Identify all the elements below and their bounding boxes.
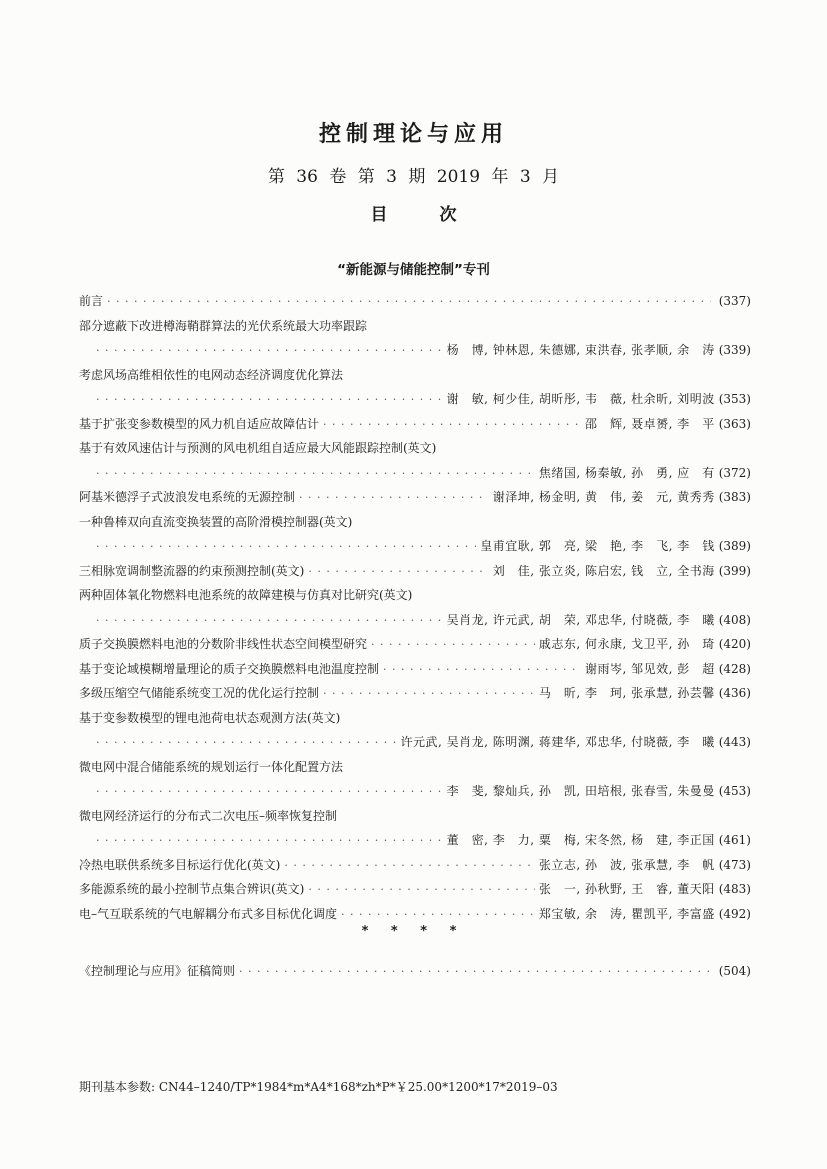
toc-entry-title: 多能源系统的最小控制节点集合辨识(英文) <box>79 882 305 896</box>
contents-heading-right: 次 <box>439 205 457 225</box>
contents-heading <box>0 200 827 225</box>
toc-entry-authors: 杨 博, 钟林恩, 朱德娜, 束洪春, 张孝顺, 余 涛 <box>446 343 715 357</box>
toc-entry[interactable] <box>79 436 751 485</box>
toc-entry-authors: 皇甫宜耿, 郭 亮, 梁 艳, 李 飞, 李 钱 <box>480 539 715 553</box>
toc-entry[interactable] <box>79 314 751 363</box>
dot-leader <box>299 486 489 511</box>
toc-entry-title-line <box>79 755 751 780</box>
toc-entry-authors: 刘 佳, 张立炎, 陈启宏, 钱 立, 全书海 <box>492 563 715 578</box>
toc-entry-authors: 焦绪国, 杨秦敏, 孙 勇, 应 有 <box>538 465 715 480</box>
toc-entry-authors: 许元武, 吴肖龙, 陈明渊, 蒋建华, 邓忠华, 付晓薇, 李 曦 <box>400 735 715 749</box>
dot-leader <box>323 413 581 438</box>
dot-leader <box>107 290 711 315</box>
toc-entry-authors: 吴肖龙, 许元武, 胡 荣, 邓忠华, 付晓薇, 李 曦 <box>446 612 715 627</box>
dot-leader <box>96 535 476 560</box>
toc-entry-title: 基于扩张变参数模型的风力机自适应故障估计 <box>79 416 320 431</box>
toc-entry-page: (453) <box>718 784 751 798</box>
issue-line: 第 36 卷 第 3 期 2019 年 3 月 <box>267 167 560 187</box>
special-issue-title: “新能源与储能控制”专刊 <box>337 262 490 278</box>
toc-entry-title: 部分遮蔽下改进樽海鞘群算法的光伏系统最大功率跟踪 <box>79 318 368 333</box>
journal-parameters: 期刊基本参数: CN44–1240/TP*1984*m*A4*168*zh*P*￥25.00*1200*17*2019–03 <box>79 1080 558 1094</box>
dot-leader <box>96 780 443 805</box>
toc-entry-title: 前言 <box>79 294 104 308</box>
toc-entry-page: (492) <box>718 906 751 921</box>
toc-entry-title-line <box>79 706 751 731</box>
toc-entry-title: 微电网经济运行的分布式二次电压–频率恢复控制 <box>79 808 338 823</box>
dot-leader <box>239 960 711 984</box>
toc-entry-authors: 李 斐, 黎灿兵, 孙 凯, 田培根, 张春雪, 朱曼曼 <box>446 784 715 798</box>
dot-leader <box>308 878 534 903</box>
toc-entry-page: (363) <box>718 416 751 431</box>
toc-entry-authors: 谢雨岑, 邹见效, 彭 超 <box>584 661 715 676</box>
toc-entry[interactable] <box>79 510 751 559</box>
toc-entry[interactable] <box>79 583 751 632</box>
toc-entry-title: 基于变论域模糊增量理论的质子交换膜燃料电池温度控制 <box>79 661 380 676</box>
toc-entry[interactable] <box>79 755 751 804</box>
dot-leader <box>96 388 443 413</box>
toc-entry-title: 冷热电联供系统多目标运行优化(英文) <box>79 857 281 872</box>
toc-entry-page: (461) <box>718 833 751 847</box>
dot-leader <box>96 829 443 854</box>
toc-entry-page: (372) <box>718 465 751 480</box>
toc-entry-author-line <box>79 828 751 853</box>
dot-leader <box>383 658 581 683</box>
toc-entry[interactable] <box>79 853 751 878</box>
toc-entry-authors: 戚志东, 何永康, 戈卫平, 孙 琦 <box>538 637 715 651</box>
toc-entry-title-line <box>79 363 751 388</box>
dot-leader <box>323 682 535 707</box>
contents-heading-left: 目 <box>370 205 388 225</box>
toc-entry-page: (353) <box>718 392 751 406</box>
toc-entry-authors: 谢 敏, 柯少佳, 胡昕彤, 韦 薇, 杜余昕, 刘明波 <box>446 392 715 406</box>
toc-entry[interactable] <box>79 902 751 927</box>
toc-entry-title: 考虑风场高维相依性的电网动态经济调度优化算法 <box>79 367 344 382</box>
toc-entry-title-line <box>79 583 751 608</box>
toc-entry-title-line <box>79 314 751 339</box>
toc-entry-title: 三相脉宽调制整流器的约束预测控制(英文) <box>79 563 305 578</box>
toc-entry-title: 多级压缩空气储能系统变工况的优化运行控制 <box>79 686 320 700</box>
toc-entry-author-line <box>79 730 751 755</box>
toc-entry[interactable] <box>79 706 751 755</box>
toc-entry[interactable] <box>79 412 751 437</box>
toc-entry-page: (443) <box>718 735 751 749</box>
notice-title: 《控制理论与应用》征稿简则 <box>79 964 236 978</box>
toc-entry-title: 阿基米德浮子式波浪发电系统的无源控制 <box>79 490 296 504</box>
toc-entry-title: 电–气互联系统的气电解耦分布式多目标优化调度 <box>79 906 338 921</box>
toc-entry-title: 质子交换膜燃料电池的分数阶非线性状态空间模型研究 <box>79 637 368 651</box>
toc-entry-authors: 董 密, 李 力, 粟 梅, 宋冬然, 杨 建, 李正国 <box>446 833 715 847</box>
dot-leader <box>96 339 443 364</box>
toc-entry[interactable] <box>79 657 751 682</box>
notice-page: (504) <box>718 964 751 978</box>
toc-entry-page: (436) <box>718 686 751 700</box>
dot-leader <box>371 633 535 658</box>
toc-entry-title-line <box>79 510 751 535</box>
toc-entry[interactable] <box>79 289 751 314</box>
toc-entry-authors: 谢泽坤, 杨金明, 黄 伟, 姜 元, 黄秀秀 <box>492 490 715 504</box>
toc-entry-page: (420) <box>718 637 751 651</box>
dot-leader <box>96 609 443 634</box>
toc-entry[interactable] <box>79 363 751 412</box>
toc-entry-page: (399) <box>718 563 751 578</box>
toc-entry[interactable] <box>79 485 751 510</box>
toc-entry-page: (337) <box>718 294 751 308</box>
dot-leader <box>96 462 535 487</box>
toc-entry-page: (389) <box>718 539 751 553</box>
toc-entry-title: 两种固体氧化物燃料电池系统的故障建模与仿真对比研究(英文) <box>79 588 413 602</box>
toc-entry-author-line <box>79 338 751 363</box>
dot-leader <box>308 560 488 585</box>
toc-entry-title: 基于有效风速估计与预测的风电机组自适应最大风能跟踪控制(英文) <box>79 441 437 455</box>
dot-leader <box>284 854 534 879</box>
toc-entry-page: (408) <box>718 612 751 627</box>
dot-leader <box>96 731 396 756</box>
toc-entry-authors: 马 昕, 李 珂, 张承慧, 孙芸馨 <box>538 686 715 700</box>
toc-entry-author-line <box>79 534 751 559</box>
toc-entry-authors: 郑宝敏, 余 涛, 瞿凯平, 李富盛 <box>538 906 715 921</box>
toc-entry-page: (339) <box>718 343 751 357</box>
toc-entry-author-line <box>79 608 751 633</box>
toc-entry-title-line <box>79 436 751 461</box>
toc-entry[interactable] <box>79 559 751 584</box>
table-of-contents <box>79 289 751 926</box>
toc-entry-page: (483) <box>718 882 751 896</box>
toc-entry-title: 微电网中混合储能系统的规划运行一体化配置方法 <box>79 759 344 774</box>
toc-entry-authors: 张 一, 孙秋野, 王 睿, 董天阳 <box>538 882 715 896</box>
toc-entry[interactable] <box>79 632 751 657</box>
toc-entry-page: (473) <box>718 857 751 872</box>
toc-entry-title: 一种鲁棒双向直流变换装置的高阶滑模控制器(英文) <box>79 514 353 529</box>
toc-entry-page: (383) <box>718 490 751 504</box>
submission-notice[interactable] <box>79 959 751 984</box>
toc-entry-authors: 邵 辉, 聂卓赟, 李 平 <box>584 416 715 431</box>
toc-entry-author-line <box>79 387 751 412</box>
journal-title: 控制理论与应用 <box>318 122 508 147</box>
toc-entry-author-line <box>79 461 751 486</box>
toc-entry-title-line <box>79 804 751 829</box>
toc-entry-page: (428) <box>718 661 751 676</box>
toc-entry[interactable] <box>79 804 751 853</box>
toc-entry-author-line <box>79 779 751 804</box>
section-separator: * * * * <box>361 924 466 939</box>
toc-entry-title: 基于变参数模型的锂电池荷电状态观测方法(英文) <box>79 710 341 725</box>
toc-entry-authors: 张立志, 孙 波, 张承慧, 李 帆 <box>538 857 715 872</box>
toc-entry[interactable] <box>79 681 751 706</box>
toc-entry[interactable] <box>79 877 751 902</box>
